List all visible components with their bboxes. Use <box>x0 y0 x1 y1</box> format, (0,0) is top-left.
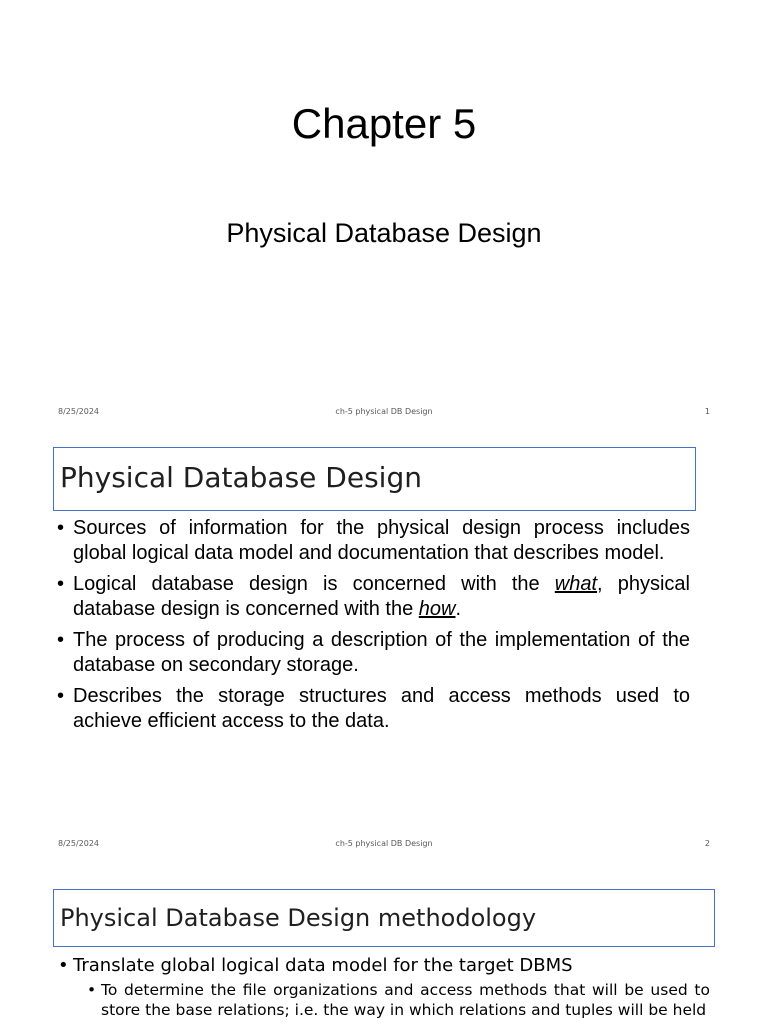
bullet-text: Describes the storage structures and access methods used to achieve efficient access to the data. <box>73 685 690 732</box>
bullet-text: , physical database design is concerned with the <box>73 573 690 620</box>
bullet-item <box>57 684 690 733</box>
bullet-list <box>58 954 710 1020</box>
footer-page-number: 2 <box>704 839 710 848</box>
sub-bullet-list <box>73 980 710 1020</box>
footer-page-number: 1 <box>704 407 710 416</box>
emphasis-what: what <box>554 573 598 595</box>
bullet-item <box>57 628 690 677</box>
sub-bullet-item <box>87 980 710 1020</box>
slide-title: Physical Database Design methodology <box>60 904 537 932</box>
bullet-text: Sources of information for the physical design process includes global logical data model and documentation that describes model. <box>73 517 690 564</box>
footer-date: 8/25/2024 <box>58 839 100 848</box>
slide-3 <box>0 864 768 1024</box>
slide-2 <box>0 432 768 864</box>
bullet-text: Logical database design is concerned with the <box>73 573 555 595</box>
slide-1 <box>0 0 768 432</box>
chapter-title: Chapter 5 <box>291 100 477 147</box>
footer-date: 8/25/2024 <box>58 407 100 416</box>
slide-footer <box>0 406 768 418</box>
bullet-text: . <box>455 597 462 620</box>
slide-title-box <box>53 447 696 511</box>
bullet-text: Translate global logical data model for the target DBMS <box>73 955 573 976</box>
slide-title: Physical Database Design <box>60 461 422 494</box>
slide-footer <box>0 838 768 850</box>
emphasis-how: how <box>418 597 456 620</box>
bullet-list <box>57 516 690 740</box>
bullet-item <box>57 516 690 565</box>
chapter-subtitle: Physical Database Design <box>226 218 542 248</box>
bullet-item <box>57 572 690 621</box>
footer-title: ch-5 physical DB Design <box>335 407 433 416</box>
bullet-item <box>58 954 710 1020</box>
bullet-text: The process of producing a description of the implementation of the database on secondary storage. <box>73 629 690 676</box>
footer-title: ch-5 physical DB Design <box>335 839 433 848</box>
slide-title-box <box>53 889 715 947</box>
sub-bullet-text: To determine the file organizations and access methods that will be used to store the base relations; i.e. the way in which relations and tuples will be held <box>101 981 710 1019</box>
